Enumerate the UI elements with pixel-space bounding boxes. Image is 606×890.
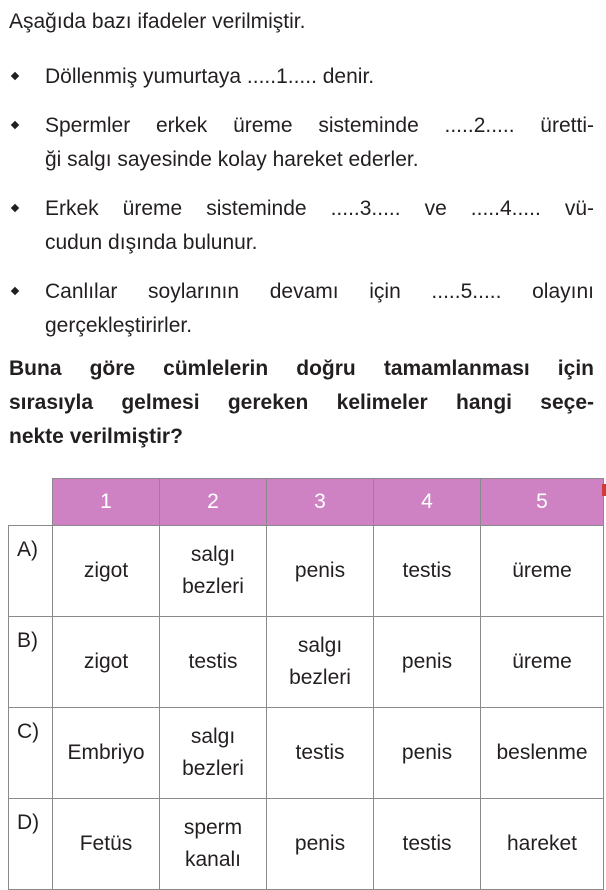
answer-cell-line: salgı <box>190 543 236 566</box>
question-line: Buna göre cümlelerin doğru tamamlanması için <box>9 357 594 380</box>
answer-cell-line: sperm <box>183 816 243 839</box>
column-header: 3 <box>267 479 374 526</box>
statement-4 <box>0 275 606 343</box>
answer-cell-line: üreme <box>512 559 572 582</box>
answer-cell-line: salgı <box>297 634 343 657</box>
question-text <box>9 352 594 454</box>
answer-cell <box>53 799 160 890</box>
answer-cell-line: bezleri <box>289 666 351 689</box>
answer-cell-line: testis <box>295 741 345 764</box>
answer-cell-line: zigot <box>83 559 129 582</box>
edge-mark <box>602 484 606 496</box>
option-label[interactable]: B) <box>9 617 53 708</box>
statement-line: ği salgı sayesinde kolay hareket ederler. <box>45 148 419 171</box>
question-line: nekte verilmiştir? <box>9 425 183 448</box>
answer-cell-line: beslenme <box>496 741 588 764</box>
answer-cell <box>481 799 604 890</box>
answer-cell-line: testis <box>188 650 238 673</box>
option-label[interactable]: C) <box>9 708 53 799</box>
question-line: sırasıyla gelmesi gereken kelimeler hangi seçe- <box>9 391 594 414</box>
answer-cell-line: testis <box>402 559 452 582</box>
answer-cell <box>267 708 374 799</box>
answer-cell <box>267 526 374 617</box>
answer-row[interactable] <box>9 617 604 708</box>
statement-3 <box>0 192 606 260</box>
answer-table <box>8 478 604 890</box>
statement-2 <box>0 109 606 177</box>
answer-cell-line: Embriyo <box>67 741 145 764</box>
answer-cell-line: üreme <box>512 650 572 673</box>
table-header-row <box>9 479 604 526</box>
statement-line: Erkek üreme sisteminde .....3..... ve .....4..... vü- <box>45 197 594 220</box>
answer-cell-line: Fetüs <box>79 832 133 855</box>
statement-line: Spermler erkek üreme sisteminde .....2..... üretti- <box>45 114 594 137</box>
answer-cell <box>53 526 160 617</box>
statement-list <box>0 60 606 358</box>
answer-cell <box>374 617 481 708</box>
option-label[interactable]: D) <box>9 799 53 890</box>
answer-cell-line: penis <box>294 559 346 582</box>
answer-cell <box>160 526 267 617</box>
answer-rows <box>9 526 604 890</box>
column-header: 4 <box>374 479 481 526</box>
answer-cell-line: penis <box>294 832 346 855</box>
statement-line: cudun dışında bulunur. <box>45 231 258 254</box>
answer-cell <box>53 617 160 708</box>
answer-cell-line: kanalı <box>184 848 242 871</box>
statement-1 <box>0 60 606 94</box>
column-header: 1 <box>53 479 160 526</box>
answer-cell-line: bezleri <box>182 757 244 780</box>
answer-cell-line: penis <box>401 650 453 673</box>
column-header: 2 <box>160 479 267 526</box>
answer-cell-line: penis <box>401 741 453 764</box>
answer-row[interactable] <box>9 526 604 617</box>
answer-cell-line: bezleri <box>182 575 244 598</box>
answer-cell <box>481 708 604 799</box>
intro-text: Aşağıda bazı ifadeler verilmiştir. <box>9 10 306 33</box>
statement-line: Canlılar soylarının devamı için .....5..... olayını <box>45 280 594 303</box>
answer-cell <box>160 708 267 799</box>
answer-cell <box>374 799 481 890</box>
table-corner <box>9 479 53 526</box>
answer-cell <box>160 617 267 708</box>
answer-cell <box>53 708 160 799</box>
answer-cell <box>160 799 267 890</box>
statement-line: gerçekleştirirler. <box>45 314 193 337</box>
column-header: 5 <box>481 479 604 526</box>
answer-cell <box>481 617 604 708</box>
answer-row[interactable] <box>9 708 604 799</box>
answer-cell-line: salgı <box>190 725 236 748</box>
answer-row[interactable] <box>9 799 604 890</box>
answer-cell-line: hareket <box>506 832 578 855</box>
answer-cell-line: testis <box>402 832 452 855</box>
option-label[interactable]: A) <box>9 526 53 617</box>
answer-cell-line: zigot <box>83 650 129 673</box>
answer-cell <box>374 526 481 617</box>
answer-cell <box>267 617 374 708</box>
answer-cell <box>267 799 374 890</box>
statement-line: Döllenmiş yumurtaya .....1..... denir. <box>45 65 375 88</box>
answer-cell <box>481 526 604 617</box>
answer-cell <box>374 708 481 799</box>
